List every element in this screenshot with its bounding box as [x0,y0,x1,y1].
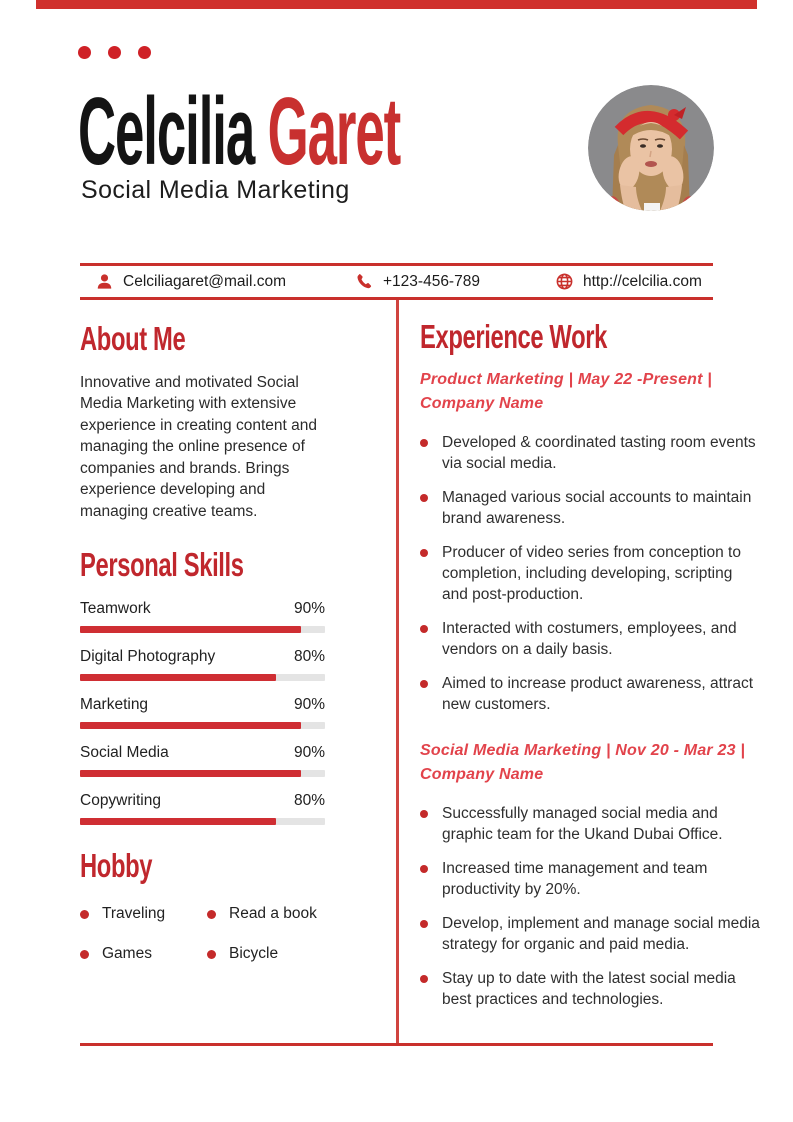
skill-label: Digital Photography [80,648,216,666]
bullet-dot-icon [420,494,428,502]
bullet-dot-icon [420,920,428,928]
bullet-text: Producer of video series from conception to completion, including developing, scripting and post-production. [442,543,741,603]
bullet-item [420,858,760,900]
skill-percent: 90% [293,696,325,714]
dot-icon [78,46,91,59]
hobby-title: Hobby [80,847,153,885]
job-company: Company Name [420,394,544,412]
bullet-dot-icon [420,549,428,557]
contact-phone [355,272,555,291]
bullet-dot-icon [80,950,89,959]
bullet-item [420,913,760,955]
bullet-dot-icon [207,910,216,919]
decorative-dots [78,46,151,59]
dot-icon [138,46,151,59]
contact-website [555,272,702,291]
phone-text: +123-456-789 [383,272,480,290]
bullet-item [420,673,760,715]
right-column [420,318,760,1023]
hobby-item [207,945,360,963]
contact-email [95,272,355,291]
skill-bar-track [80,770,325,777]
hobby-label: Games [102,945,152,963]
skill-percent: 90% [293,744,325,762]
bullet-dot-icon [80,910,89,919]
hobby-list [80,905,360,963]
bullet-item [420,432,760,474]
job-heading [420,368,760,416]
phone-icon [355,272,374,291]
skill-bar-track [80,626,325,633]
job-subtitle: Social Media Marketing [81,176,350,204]
hobby-item [80,905,207,923]
bullet-text: Managed various social accounts to maintain brand awareness. [442,488,752,527]
skill-item [80,792,360,825]
bullet-item [420,487,760,529]
hobby-item [207,905,360,923]
dot-icon [108,46,121,59]
skill-item [80,696,360,729]
bottom-rule [80,1043,713,1046]
skill-item [80,744,360,777]
first-name: Celcilia [78,78,255,185]
bullet-text: Interacted with costumers, employees, and vendors on a daily basis. [442,619,737,658]
skill-bar-fill [80,818,276,825]
skill-bar-track [80,722,325,729]
bullet-text: Develop, implement and manage social media strategy for organic and paid media. [442,914,760,953]
contact-bar [80,263,713,300]
hobby-label: Read a book [229,905,317,923]
skill-label: Social Media [80,744,169,762]
person-name [78,78,401,185]
skill-bar-fill [80,626,301,633]
bullet-text: Aimed to increase product awareness, attract new customers. [442,674,754,713]
skill-bar-fill [80,674,276,681]
experience-title: Experience Work [420,318,607,355]
hobby-item [80,945,207,963]
hobby-label: Bicycle [229,945,279,963]
skill-bar-fill [80,770,301,777]
bullet-dot-icon [420,439,428,447]
hobby-label: Traveling [102,905,166,923]
skill-bar-track [80,674,325,681]
bullet-dot-icon [207,950,216,959]
bullet-dot-icon [420,625,428,633]
skill-label: Marketing [80,696,149,714]
job-title-line: Product Marketing | May 22 -Present | [420,370,712,388]
bullet-text: Increased time management and team productivity by 20%. [442,859,708,898]
bullet-dot-icon [420,975,428,983]
skill-percent: 80% [293,792,325,810]
skill-label: Teamwork [80,600,151,618]
column-divider [396,300,399,1043]
bullet-text: Developed & coordinated tasting room events via social media. [442,433,756,472]
bullet-text: Successfully managed social media and graphic team for the Ukand Dubai Office. [442,804,723,843]
top-accent-bar [36,0,757,9]
bullet-dot-icon [420,865,428,873]
bullet-item [420,803,760,845]
job-bullet-list [420,432,760,715]
bullet-dot-icon [420,810,428,818]
job-heading [420,739,760,787]
skills-list [80,600,360,825]
website-text: http://celcilia.com [583,272,702,290]
skill-bar-fill [80,722,301,729]
bullet-item [420,968,760,1010]
about-me-title: About Me [80,320,186,357]
skill-bar-track [80,818,325,825]
last-name: Garet [267,78,401,185]
profile-photo-illustration [588,85,714,211]
bullet-item [420,542,760,605]
skill-label: Copywriting [80,792,161,810]
skill-item [80,600,360,633]
bullet-text: Stay up to date with the latest social media best practices and technologies. [442,969,736,1008]
about-me-text: Innovative and motivated Social Media Marketing with extensive experience in creating content and managing the online presence of companies and brands. Brings experience developing and managing creative teams. [80,373,317,520]
skill-percent: 90% [293,600,325,618]
bullet-dot-icon [420,680,428,688]
job-bullet-list [420,803,760,1010]
personal-skills-title: Personal Skills [80,546,244,584]
skill-item [80,648,360,681]
job-title-line: Social Media Marketing | Nov 20 - Mar 23 | [420,741,746,759]
email-text: Celciliagaret@mail.com [123,272,287,290]
job-company: Company Name [420,765,544,783]
profile-photo [588,85,714,211]
skill-percent: 80% [293,648,325,666]
left-column [80,320,360,963]
bullet-item [420,618,760,660]
globe-icon [555,272,574,291]
person-icon [95,272,114,291]
